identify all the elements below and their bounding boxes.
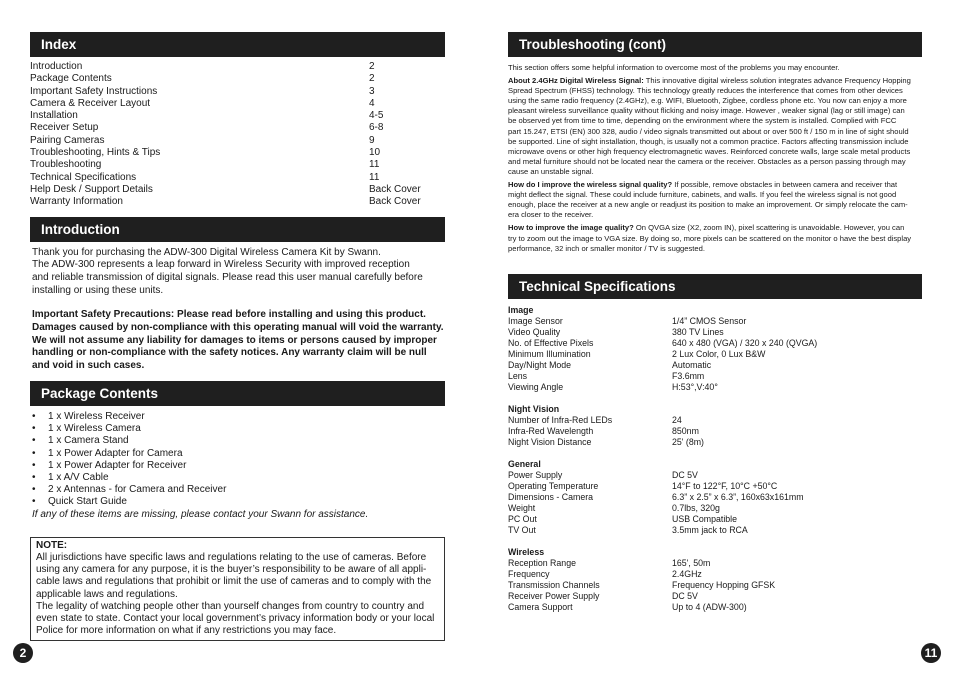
- paragraph-text: part 15.247, ETSI (EN) 300 328, audio / video signals transmitted out about or over 500 ft / 150 m in line of sight should: [508, 126, 909, 136]
- spec-row: [508, 327, 922, 338]
- warning-line: We will not assume any liability for damages to items or persons caused by improper: [32, 334, 437, 346]
- spec-row: [508, 591, 922, 602]
- paragraph-line: [508, 86, 922, 96]
- paragraph-lead: About 2.4GHz Digital Wireless Signal:: [508, 76, 644, 86]
- note-box: [30, 537, 445, 642]
- index-row: [30, 196, 445, 208]
- index-row: [30, 184, 445, 196]
- spec-value: 1/4” CMOS Sensor: [672, 315, 747, 326]
- paragraph-line: [508, 127, 922, 137]
- list-item: [32, 448, 445, 460]
- note-line: even state to state. Contact your local government’s privacy information body or your local: [36, 612, 435, 624]
- spec-key: Operating Temperature: [508, 480, 599, 491]
- list-item-label: 1 x Power Adapter for Camera: [48, 447, 183, 459]
- spec-key: Reception Range: [508, 557, 576, 568]
- note-line: The legality of watching people other than yourself changes from country to country and: [36, 600, 425, 612]
- paragraph-line: [508, 116, 922, 126]
- paragraph-line: [508, 76, 922, 86]
- note-line: applicable laws and regulations.: [36, 588, 178, 600]
- index-row: [30, 110, 445, 122]
- list-item: [32, 423, 445, 435]
- index-row-page: Back Cover: [369, 183, 421, 195]
- left-page: [30, 32, 445, 641]
- spec-group-title: Wireless: [508, 546, 545, 557]
- spec-row: [508, 371, 922, 382]
- spec-value: 3.5mm jack to RCA: [672, 524, 748, 535]
- spec-value: 25' (8m): [672, 436, 704, 447]
- index-row: [30, 61, 445, 73]
- package-list: [30, 411, 445, 509]
- spec-value: 640 x 480 (VGA) / 320 x 240 (QVGA): [672, 337, 818, 348]
- troubleshooting-paragraph-signal: [508, 76, 922, 177]
- paragraph-line: [508, 190, 922, 200]
- spec-row: [508, 437, 922, 448]
- spec-value: DC 5V: [672, 469, 698, 480]
- spec-key: Video Quality: [508, 326, 561, 337]
- spec-key: TV Out: [508, 524, 536, 535]
- paragraph-text: enough, place the receiver at a new angle or readjust its position to make an improvement. Or simply relocate the cam-: [508, 200, 908, 210]
- index-row-label: Installation: [30, 110, 78, 122]
- package-heading: Package Contents: [30, 381, 445, 406]
- spec-key: PC Out: [508, 513, 537, 524]
- spec-key: Infra-Red Wavelength: [508, 425, 594, 436]
- paragraph-line: [508, 96, 922, 106]
- paragraph-line: [508, 244, 922, 254]
- list-item: [32, 460, 445, 472]
- troubleshooting-paragraph-signal-quality: [508, 180, 922, 220]
- list-item-label: 1 x A/V Cable: [48, 471, 109, 483]
- page-number-left: 2: [13, 643, 33, 663]
- list-item: [32, 496, 445, 508]
- index-row: [30, 172, 445, 184]
- index-row-label: Troubleshooting: [30, 159, 102, 171]
- bullet-icon: •: [32, 423, 36, 435]
- paragraph-text: using the same radio frequency (2.4GHz), e.g. WIFI, Bluetooth, Zigbee, cordless phone etc. You now can enjoy a more: [508, 96, 907, 106]
- spec-value: USB Compatible: [672, 513, 738, 524]
- bullet-icon: •: [32, 496, 36, 508]
- index-heading: Index: [30, 32, 445, 57]
- spec-value: DC 5V: [672, 590, 698, 601]
- index-row: [30, 135, 445, 147]
- paragraph-line: [508, 234, 922, 244]
- paragraph-text: and metal furniture should not be located near the camera or the receiver. Obstacles as a person passing through may: [508, 156, 906, 166]
- paragraph-text: microwave ovens or other high frequency electromagnetic waves. Reinforced concrete walls, large scale metal products: [508, 146, 911, 156]
- index-row-label: Camera & Receiver Layout: [30, 97, 151, 109]
- introduction-line: The ADW-300 represents a leap forward in Wireless Security with improved reception: [32, 259, 410, 271]
- specs-table: [508, 305, 922, 613]
- paragraph-text: cause an unstable signal.: [508, 166, 594, 176]
- index-row-page: 2: [369, 61, 375, 72]
- warning-line: Important Safety Precautions: Please read before installing and using this product.: [32, 309, 426, 321]
- spec-row: [508, 338, 922, 349]
- introduction-line: installing or using these units.: [32, 284, 164, 296]
- spec-row: [508, 481, 922, 492]
- index-row-label: Pairing Cameras: [30, 134, 105, 146]
- spec-value: 6.3” x 2.5” x 6.3”, 160x63x161mm: [672, 491, 804, 502]
- spec-value: Automatic: [672, 359, 712, 370]
- spec-value: 2 Lux Color, 0 Lux B&W: [672, 348, 766, 359]
- paragraph-line: [508, 167, 922, 177]
- paragraph-lead: How to improve the image quality?: [508, 223, 634, 233]
- spec-row: [508, 349, 922, 360]
- spec-key: Power Supply: [508, 469, 563, 480]
- paragraph-text: On QVGA size (X2, zoom IN), pixel scattering is unavoidable. However, you can: [633, 223, 905, 233]
- index-row-label: Introduction: [30, 61, 83, 72]
- spec-row: [508, 602, 922, 613]
- list-item: [32, 435, 445, 447]
- bullet-icon: •: [32, 471, 36, 483]
- index-row: [30, 159, 445, 171]
- list-item-label: 1 x Power Adapter for Receiver: [48, 459, 187, 471]
- spec-row: [508, 514, 922, 525]
- index-row-label: Help Desk / Support Details: [30, 183, 153, 195]
- list-item: [32, 411, 445, 423]
- troubleshooting-heading: Troubleshooting (cont): [508, 32, 922, 57]
- list-item-label: Quick Start Guide: [48, 496, 127, 508]
- paragraph-line: [508, 147, 922, 157]
- spec-value: H:53°,V:40°: [672, 381, 718, 392]
- specs-heading: Technical Specifications: [508, 274, 922, 299]
- index-row-page: 11: [369, 171, 380, 183]
- spec-key: Dimensions - Camera: [508, 491, 594, 502]
- troubleshooting-intro: This section offers some helpful information to overcome most of the problems you may encounter.: [508, 63, 840, 72]
- spec-value: 0.7lbs, 320g: [672, 502, 720, 513]
- spec-key: Weight: [508, 502, 536, 513]
- spec-key: Image Sensor: [508, 315, 563, 326]
- spec-gap: [508, 393, 922, 404]
- list-item: [32, 484, 445, 496]
- spec-group-title: Night Vision: [508, 403, 560, 414]
- note-title: NOTE:: [36, 539, 68, 551]
- list-item-label: 1 x Wireless Camera: [48, 423, 141, 435]
- troubleshooting-paragraph-image-quality: [508, 223, 922, 253]
- spec-key: Frequency: [508, 568, 550, 579]
- package-note: If any of these items are missing, please contact your Swann for assistance.: [32, 508, 369, 520]
- spec-key: Night Vision Distance: [508, 436, 592, 447]
- index-row-label: Receiver Setup: [30, 122, 99, 134]
- spec-value: 850nm: [672, 425, 699, 436]
- paragraph-text: might deflect the signal. These could include furniture, cabinets, and walls. If you feel the wireless signal is not good: [508, 190, 897, 200]
- note-text: [36, 552, 439, 637]
- spec-value: Up to 4 (ADW-300): [672, 601, 747, 612]
- index-row-page: 6-8: [369, 122, 384, 134]
- spec-key: Lens: [508, 370, 528, 381]
- spec-row: [508, 382, 922, 393]
- spec-group-title: General: [508, 458, 541, 469]
- note-line: All jurisdictions have specific laws and regulations relating to the use of cameras. Before: [36, 551, 427, 563]
- paragraph-line: [508, 180, 922, 190]
- spec-value: 165', 50m: [672, 557, 711, 568]
- index-row-label: Troubleshooting, Hints & Tips: [30, 147, 161, 159]
- paragraph-line: [508, 200, 922, 210]
- index-row-label: Warranty Information: [30, 196, 123, 208]
- list-item-label: 1 x Wireless Receiver: [48, 410, 145, 422]
- list-item-label: 2 x Antennas - for Camera and Receiver: [48, 484, 227, 496]
- index-row: [30, 98, 445, 110]
- index-row-page: 2: [369, 73, 375, 85]
- spec-row: [508, 470, 922, 481]
- paragraph-text: If possible, remove obstacles in between camera and receiver that: [672, 180, 898, 190]
- paragraph-lead: How do I improve the wireless signal quality?: [508, 180, 673, 190]
- spec-value: Frequency Hopping GFSK: [672, 579, 776, 590]
- list-item: [32, 472, 445, 484]
- note-line: Police for more information on what if any restrictions you may face.: [36, 625, 337, 637]
- index-row: [30, 122, 445, 134]
- paragraph-line: [508, 223, 922, 233]
- introduction-line: Thank you for purchasing the ADW-300 Digital Wireless Camera Kit by Swann.: [32, 246, 381, 258]
- spec-key: No. of Effective Pixels: [508, 337, 594, 348]
- warning-line: Damages caused by non-compliance with this operating manual will void the warranty.: [32, 322, 444, 334]
- spec-row: [508, 580, 922, 591]
- spec-row: [508, 492, 922, 503]
- note-line: cable laws and regulations that prohibit or limit the use of cameras and to comply with the: [36, 576, 432, 588]
- spec-key: Number of Infra-Red LEDs: [508, 414, 613, 425]
- index-row-page: 4: [369, 97, 375, 109]
- spec-row: [508, 569, 922, 580]
- spec-row: [508, 525, 922, 536]
- spec-key: Transmission Channels: [508, 579, 600, 590]
- bullet-icon: •: [32, 435, 36, 447]
- right-page: [508, 32, 922, 613]
- safety-warning: [30, 309, 445, 373]
- spec-gap: [508, 448, 922, 459]
- introduction-heading: Introduction: [30, 217, 445, 242]
- index-row: [30, 147, 445, 159]
- index-row-page: 11: [369, 159, 380, 171]
- bullet-icon: •: [32, 447, 36, 459]
- paragraph-line: [508, 157, 922, 167]
- index-row-label: Technical Specifications: [30, 171, 137, 183]
- bullet-icon: •: [32, 484, 36, 496]
- spec-key: Minimum Illumination: [508, 348, 591, 359]
- note-line: using any camera for any purpose, it is the buyer’s responsibility to be aware of all appli-: [36, 564, 427, 576]
- page-number-right: 11: [921, 643, 941, 663]
- spec-value: F3.6mm: [672, 370, 705, 381]
- spec-group-title: Image: [508, 304, 534, 315]
- spec-row: [508, 503, 922, 514]
- index-row-page: 4-5: [369, 110, 384, 122]
- bullet-icon: •: [32, 410, 36, 422]
- paragraph-line: [508, 210, 922, 220]
- spec-key: Receiver Power Supply: [508, 590, 600, 601]
- index-row-page: 10: [369, 147, 381, 159]
- warning-line: handling or non-compliance with the safety notices. Any warranty claim will be null: [32, 347, 427, 359]
- spec-row: [508, 426, 922, 437]
- index-row-page: Back Cover: [369, 196, 421, 208]
- index-row: [30, 73, 445, 85]
- spec-row: [508, 558, 922, 569]
- paragraph-text: This innovative digital wireless solution integrates advance Frequency Hopping: [643, 76, 911, 86]
- spec-value: 380 TV Lines: [672, 326, 724, 337]
- index-row: [30, 86, 445, 98]
- spec-value: 14°F to 122°F, 10°C +50°C: [672, 480, 778, 491]
- paragraph-text: performance, 32 inch or smaller monitor / TV is suggested.: [508, 243, 705, 253]
- spec-row: [508, 316, 922, 327]
- index-row-page: 9: [369, 134, 375, 146]
- bullet-icon: •: [32, 459, 36, 471]
- spec-key: Viewing Angle: [508, 381, 564, 392]
- paragraph-text: be supported. Line of sight installation, though, is usually not a common practice. Factors affecting transmission include: [508, 136, 909, 146]
- introduction-line: and reliable transmission of digital signals. Please read this user manual carefully before: [32, 271, 423, 283]
- paragraph-line: [508, 106, 922, 116]
- index-row-page: 3: [369, 85, 375, 97]
- paragraph-text: pleasant wireless surveillance quality without flicking and noisy image. However , weaker signal (lag or still image) can: [508, 106, 905, 116]
- paragraph-line: [508, 137, 922, 147]
- index-list: [30, 61, 445, 209]
- spec-row: [508, 415, 922, 426]
- paragraph-text: Spread Spectrum (FHSS) technology. This technology greatly reduces the interference that comes from other devices: [508, 86, 903, 96]
- paragraph-text: era closer to the receiver.: [508, 210, 594, 220]
- spec-row: [508, 360, 922, 371]
- warning-line: and void in such cases.: [32, 360, 145, 372]
- list-item-label: 1 x Camera Stand: [48, 435, 129, 447]
- paragraph-text: be observed yet from time to time, depending on the environment where the system is installed. Complied with FCC: [508, 116, 897, 126]
- index-row-label: Package Contents: [30, 73, 112, 85]
- spec-gap: [508, 536, 922, 547]
- spec-key: Day/Night Mode: [508, 359, 572, 370]
- paragraph-text: try to zoom out the image to VGA size. By doing so, more pixels can be scattered on the monitor o have the best display: [508, 233, 912, 243]
- index-row-label: Important Safety Instructions: [30, 85, 158, 97]
- introduction-text: [30, 247, 445, 298]
- spec-value: 2.4GHz: [672, 568, 702, 579]
- spec-value: 24: [672, 414, 682, 425]
- spec-key: Camera Support: [508, 601, 573, 612]
